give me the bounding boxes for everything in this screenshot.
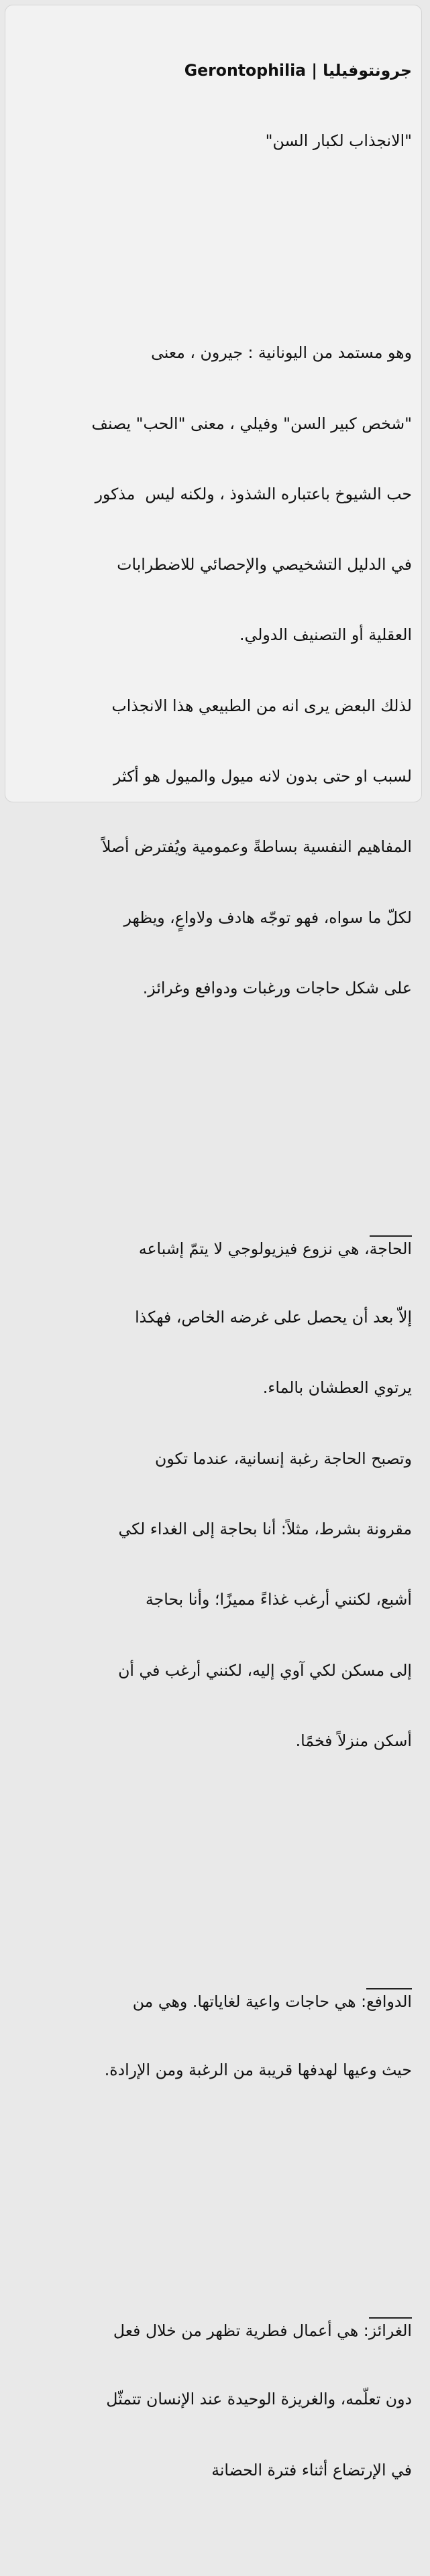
title-arabic: جرونتوفيليا [323,61,412,80]
section-term: الحاجة [370,1235,412,1261]
paragraph-intro [5,294,412,1047]
paragraph-line: إلى مسكن لكي آوي إليه، لكنني أرغب في أن [118,1660,412,1680]
section-instincts [5,2270,412,2529]
text-card [5,5,422,2479]
section-motives [5,1941,412,2130]
paragraph-line: أشبع، لكنني أرغب غذاءً مميزًا؛ وأنا بحاجة [146,1590,412,1609]
paragraph-line: على شكل حاجات ورغبات ودوافع وغرائز. [142,978,412,997]
paragraph-line: حيث وعيها لهدفها قريبة من الرغبة ومن الإرادة. [104,2061,412,2080]
post-text [5,12,412,2576]
title-separator: | [306,61,323,80]
subtitle: "الانجذاب لكبار السن" [265,131,412,151]
title-latin: Gerontophilia [184,61,307,80]
paragraph-line: لسبب او حتى بدون لانه ميول والميول هو أكثر [113,767,412,786]
paragraph-line: حب الشيوخ باعتباره الشذوذ ، ولكنه ليس مذكور [95,484,412,503]
spacer [5,1847,412,1870]
paragraph-line: لكلّ ما سواه، فهو توجّه هادف ولاواعٍ، ويظهر [123,908,412,927]
paragraph-line: دون تعلّمه، والغريزة الوحيدة عند الإنسان تتمثّل [106,2390,412,2409]
spacer [5,200,412,224]
section-term: الغرائز [369,2317,412,2343]
section-need [5,1188,412,1800]
paragraph-line: لذلك البعض يرى انه من الطبيعي هذا الانجذاب [111,696,412,715]
paragraph-line: في الدليل التشخيصي والإحصائي للاضطرابات [117,555,412,574]
section-text: ، هي نزوع فيزيولوجي لا يتمّ إشباعه [138,1239,370,1258]
paragraph-line: وتصبح الحاجة رغبة إنسانية، عندما تكون [155,1449,412,1468]
section-text: : هي حاجات واعية لغاياتها. وهي من [132,1991,367,2011]
section-term: الدوافع [366,1988,412,2014]
spacer [5,2176,412,2200]
section-first-line [5,1235,412,1259]
spacer [5,1094,412,1117]
section-text: : هي أعمال فطرية تظهر من خلال فعل [113,2321,369,2341]
paragraph-line: المفاهيم النفسية بساطةً وعمومية ويُفترض أصلاً [101,837,412,857]
paragraph-line: العقلية أو التصنيف الدولي. [239,625,412,645]
paragraph-line: وهو مستمد من اليونانية : جيرون ، معنى [151,343,412,363]
paragraph-line: في الإرتضاع أثناء فترة الحضانة [211,2460,412,2479]
paragraph-line: "شخص كبير السن" وفيلي ، معنى "الحب" يصنف [91,414,412,433]
title [5,59,412,82]
paragraph-line: أسكن منزلاً فخمًا. [295,1731,412,1750]
paragraph-line: يرتوي العطشان بالماء. [262,1378,412,1398]
paragraph-line: مقرونة بشرط، مثلاً: أنا بحاجة إلى الغداء لكي [118,1520,412,1538]
paragraph-line: إلاّ بعد أن يحصل على غرضه الخاص، فهكذا [135,1308,412,1327]
section-first-line [5,1988,412,2012]
section-first-line [5,2317,412,2341]
